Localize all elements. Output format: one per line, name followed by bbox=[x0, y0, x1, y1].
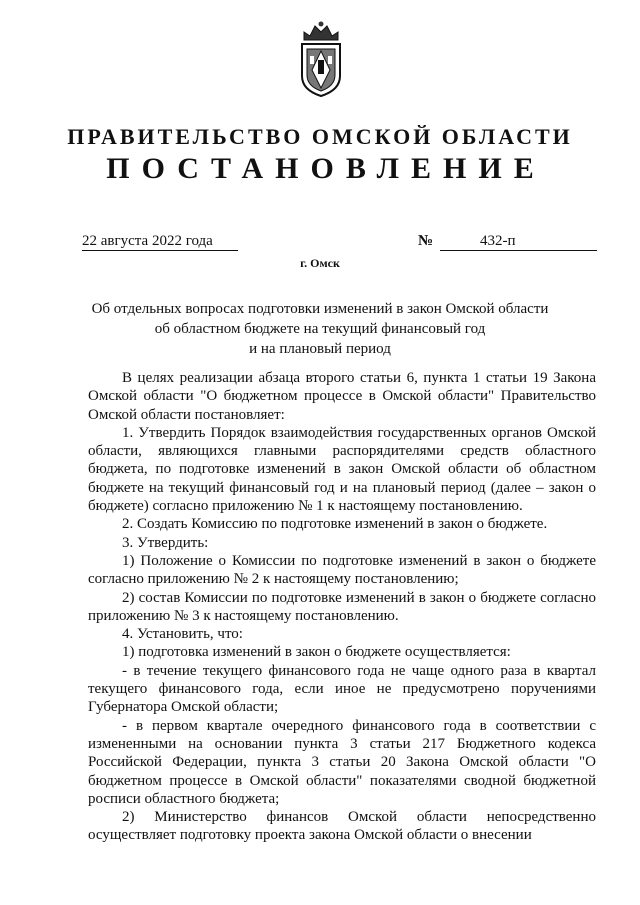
paragraph: 2. Создать Комиссию по подготовке изменений в закон о бюджете. bbox=[122, 516, 548, 533]
government-name: ПРАВИТЕЛЬСТВО ОМСКОЙ ОБЛАСТИ bbox=[67, 124, 573, 149]
title-line: и на плановый период bbox=[249, 341, 391, 357]
title-line: Об отдельных вопросах подготовки изменений в закон Омской области bbox=[91, 301, 549, 317]
paragraph: 2) состав Комиссии по подготовке изменений в закон о бюджете согласно приложению № 3 к настоящему постановлению. bbox=[88, 589, 596, 624]
decree-number: 432-п bbox=[440, 233, 597, 251]
paragraph: 4. Установить, что: bbox=[122, 626, 243, 643]
decree-title bbox=[90, 299, 550, 359]
paragraph: 2) Министерство финансов Омской области непосредственно осуществляет подготовку проекта закона Омской области о внесении bbox=[88, 809, 596, 844]
document-type: ПОСТАНОВЛЕНИЕ bbox=[106, 152, 546, 185]
decree-body bbox=[88, 369, 596, 845]
paragraph: 1) подготовка изменений в закон о бюджете осуществляется: bbox=[122, 644, 511, 661]
city: г. Омск bbox=[300, 256, 340, 270]
paragraph: 1. Утвердить Порядок взаимодействия государственных органов Омской области, являющихся главными распорядителями средств областного бюджета, по подготовке изменений в закон Омской области об областном бюджете на текущий финансовый год и на плановый период (далее – закон о бюджете) согласно приложению № 1 к настоящему постановлению. bbox=[88, 424, 596, 515]
paragraph: В целях реализации абзаца второго статьи 6, пункта 1 статьи 19 Закона Омской области "О бюджетном процессе в Омской области" Правительство Омской области постановляет: bbox=[88, 370, 596, 423]
paragraph: - в течение текущего финансового года не чаще одного раза в квартал текущего финансового года, если иное не предусмотрено поручениями Губернатора Омской области; bbox=[88, 662, 596, 716]
omsk-coat-of-arms-emblem bbox=[296, 20, 346, 98]
number-sign: № bbox=[418, 233, 434, 249]
paragraph: 3. Утвердить: bbox=[122, 534, 209, 551]
title-line: об областном бюджете на текущий финансовый год bbox=[154, 321, 486, 337]
decree-date: 22 августа 2022 года bbox=[82, 233, 238, 251]
paragraph: 1) Положение о Комиссии по подготовке изменений в закон о бюджете согласно приложению № 2 к настоящему постановлению; bbox=[88, 552, 596, 588]
paragraph: - в первом квартале очередного финансового года в соответствии с измененными на основании пункта 3 статьи 217 Бюджетного кодекса Российской Федерации, пункта 3 статьи 20 Закона Омской области "О бюджетном процессе в Омской области" показателями сводной бюджетной росписи областного бюджета; bbox=[88, 717, 596, 807]
